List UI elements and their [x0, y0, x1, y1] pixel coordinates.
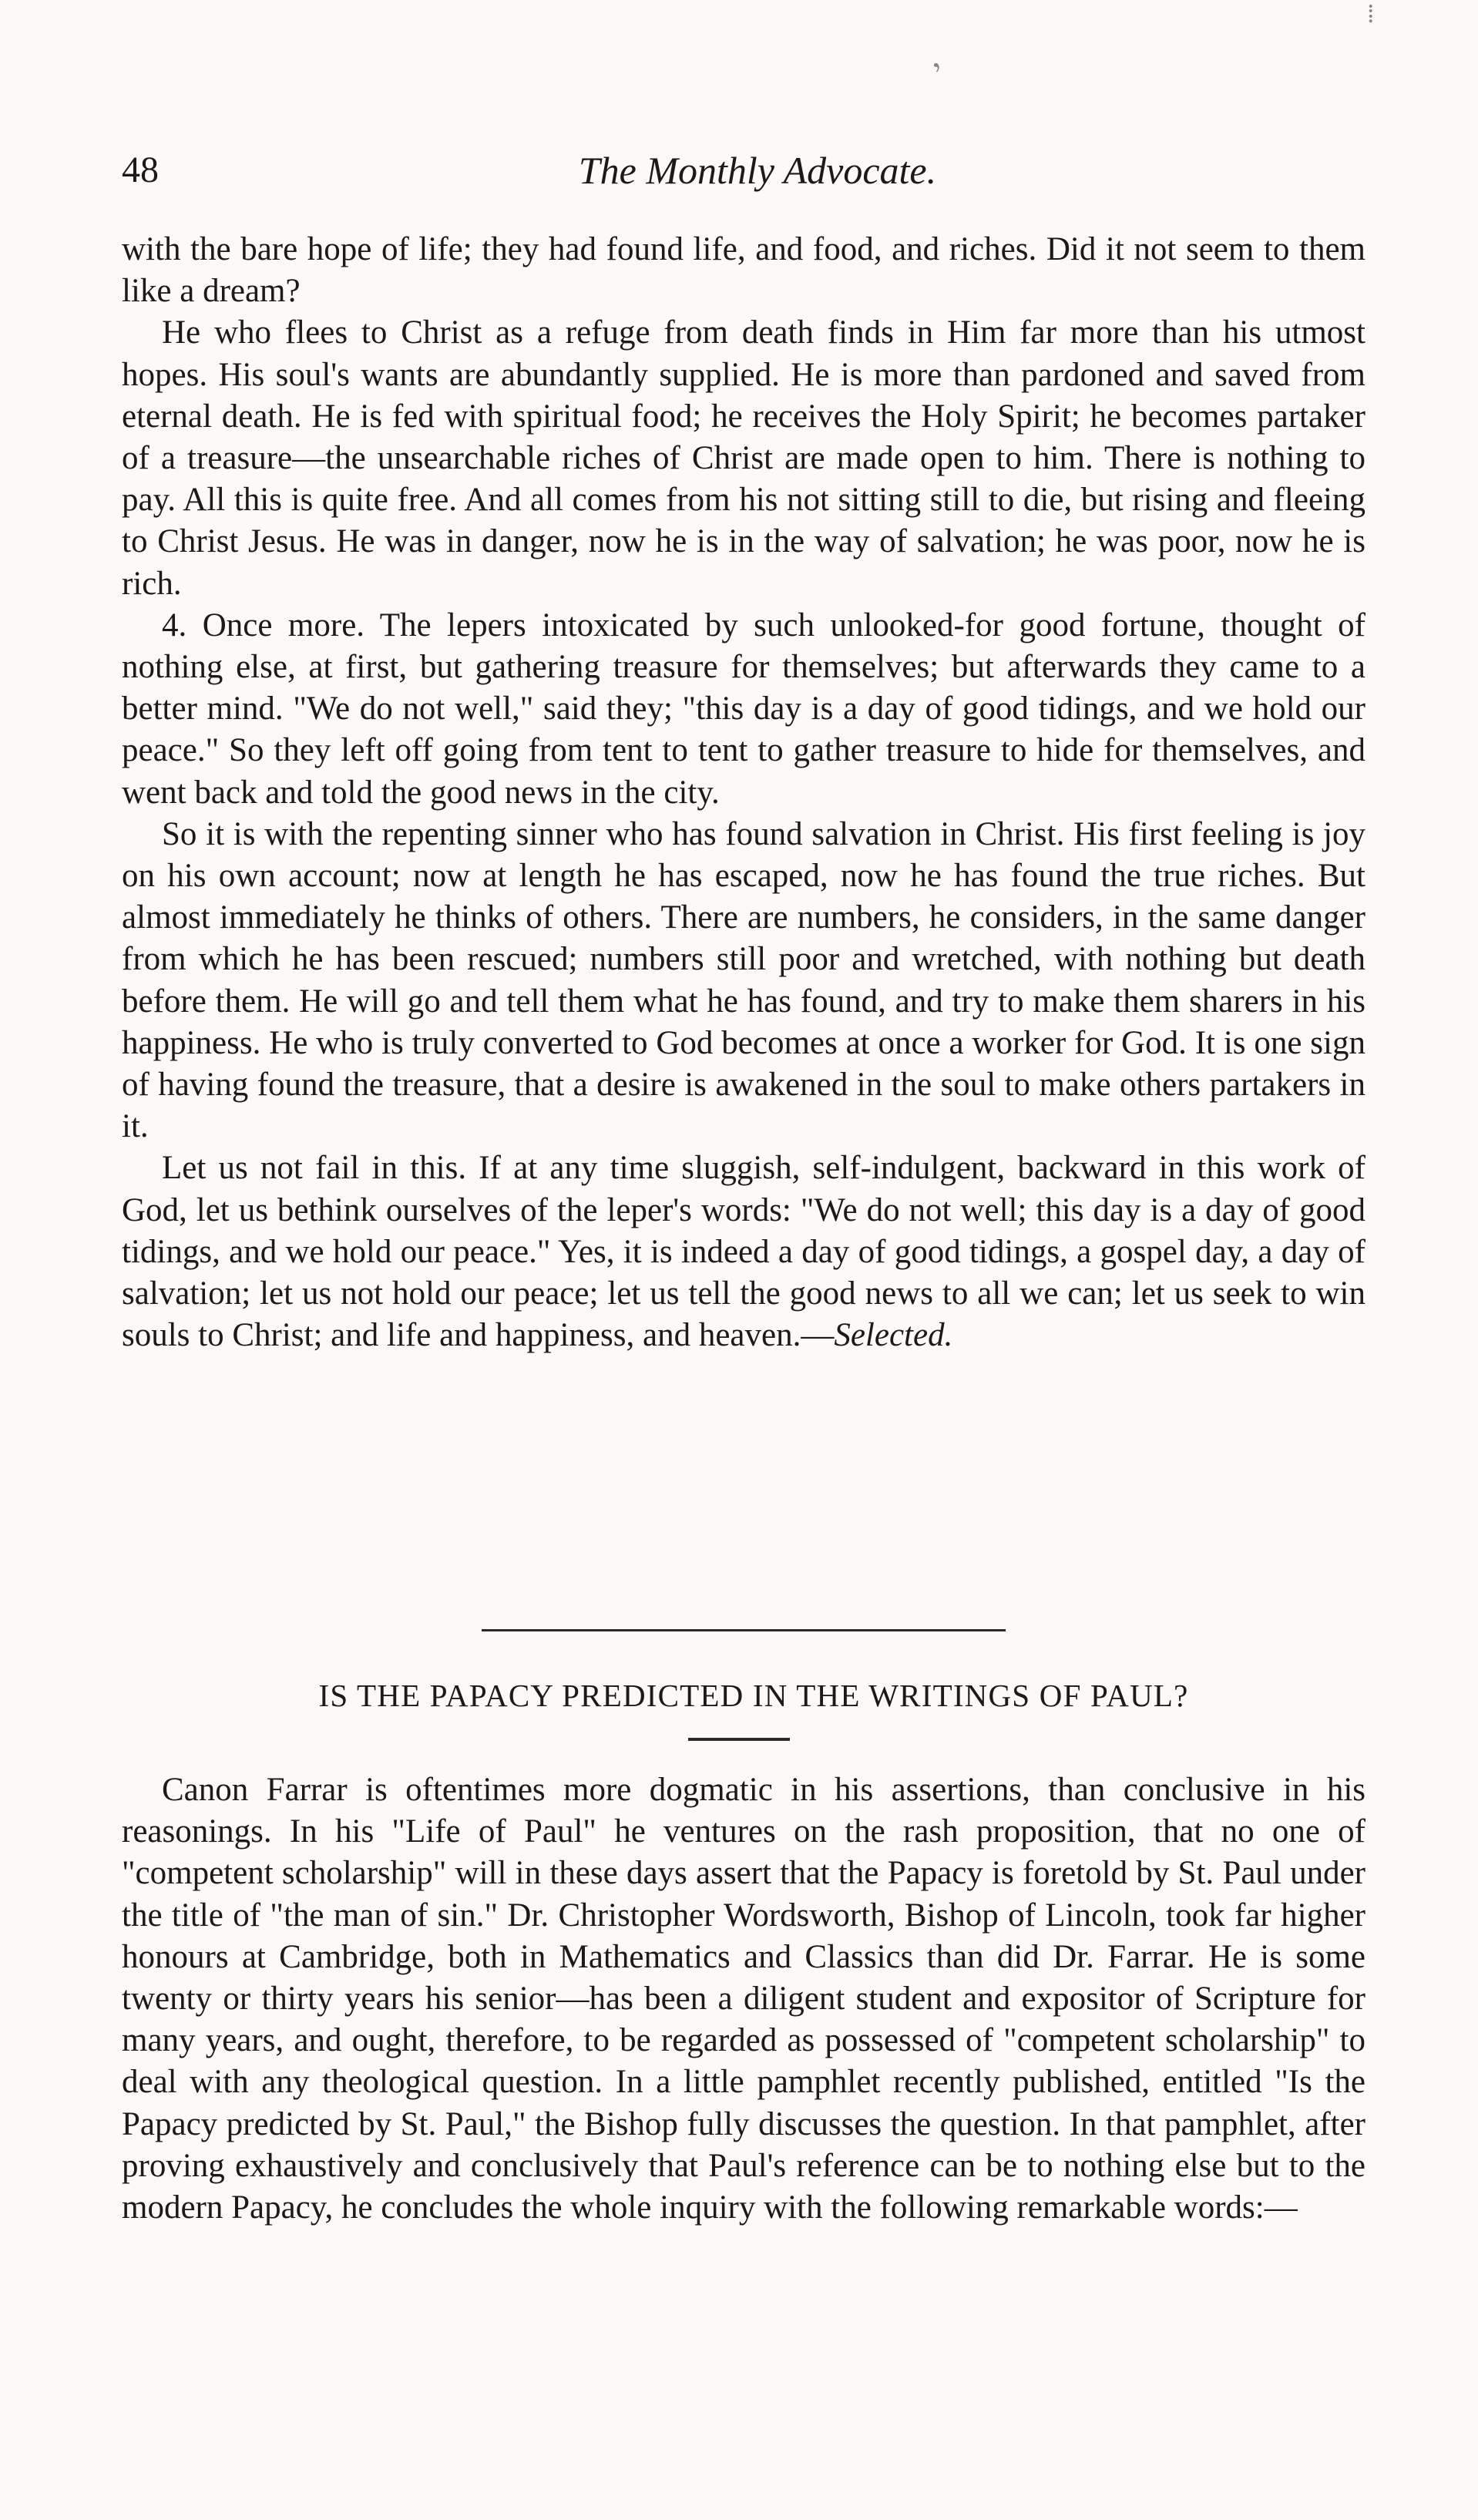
section-divider	[482, 1629, 1006, 1631]
signature: Selected.	[834, 1317, 953, 1354]
running-title: The Monthly Advocate.	[578, 149, 937, 192]
article-heading: IS THE PAPACY PREDICTED IN THE WRITINGS OF PAUL?	[318, 1678, 1189, 1713]
article-body	[122, 1769, 1365, 2229]
paragraph: He who flees to Christ as a refuge from death finds in Him far more than his utmost hopes. His soul's wants are abundantly supplied. He is more than pardoned and saved from eternal death. He is fed with spiritual food; he receives the Holy Spirit; he becomes partaker of a treasure—the unsearchable riches of Christ are made open to him. There is nothing to pay. All this is quite free. And all comes from his not sitting still to die, but rising and fleeing to Christ Jesus. He was in danger, now he is in the way of salvation; he was poor, now he is rich.	[122, 314, 1365, 602]
heading-rule	[688, 1738, 790, 1741]
paragraph: So it is with the repenting sinner who has found salvation in Christ. His first feeling is joy on his own account; now at length he has escaped, now he has found the true riches. But almost immediately he thinks of others. There are numbers, he considers, in the same danger from which he has been rescued; numbers still poor and wretched, with nothing but death before them. He will go and tell them what he has found, and try to make them sharers in his happiness. He who is truly converted to God becomes at once a worker for God. It is one sign of having found the treasure, that a desire is awakened in the soul to make others partakers in it.	[122, 815, 1365, 1145]
paragraph: with the bare hope of life; they had found life, and food, and riches. Did it not seem to them like a dream?	[122, 231, 1365, 310]
paragraph-text: Let us not fail in this. If at any time sluggish, self-indulgent, backward in this work of God, let us bethink ourselves of the leper's words: "We do not well; this day is a day of good tidings, and we hold our peace." Yes, it is indeed a day of good tidings, a gospel day, a day of salvation; let us not hold our peace; let us tell the good news to all we can; let us seek to win souls to Christ; and life and happiness, and heaven.—	[122, 1150, 1365, 1354]
page-number: 48	[122, 150, 159, 190]
article-body	[122, 229, 1365, 1356]
closing-paragraph	[122, 1147, 1365, 1356]
scan-edge-mark: ⁞	[1367, 0, 1375, 29]
page-header	[122, 145, 1393, 196]
paragraph: 4. Once more. The lepers intoxicated by such unlooked-for good fortune, thought of nothing else, at first, but gathering treasure for themselves; but afterwards they came to a better mind. "We do not well," said they; "this day is a day of good tidings, and we hold our peace." So they left off going from tent to tent to gather treasure to hide for themselves, and went back and told the good news in the city.	[122, 606, 1365, 811]
paragraph: Canon Farrar is oftentimes more dogmatic in his assertions, than conclusive in his reasonings. In his "Life of Paul" he ventures on the rash proposition, that no one of "competent scholarship" will in these days assert that the Papacy is foretold by St. Paul under the title of "the man of sin." Dr. Christopher Wordsworth, Bishop of Lincoln, took far higher honours at Cambridge, both in Mathematics and Classics than did Dr. Farrar. He is some twenty or thirty years his senior—has been a diligent student and expositor of Scripture for many years, and ought, therefore, to be regarded as possessed of "competent scholarship" to deal with any theological question. In a little pamphlet recently published, entitled "Is the Papacy predicted by St. Paul," the Bishop fully discusses the question. In that pamphlet, after proving exhaustively and conclusively that Paul's reference can be to nothing else but to the modern Papacy, he concludes the whole inquiry with the following remarkable words:—	[122, 1772, 1365, 2226]
scan-speck: ,	[918, 38, 945, 76]
